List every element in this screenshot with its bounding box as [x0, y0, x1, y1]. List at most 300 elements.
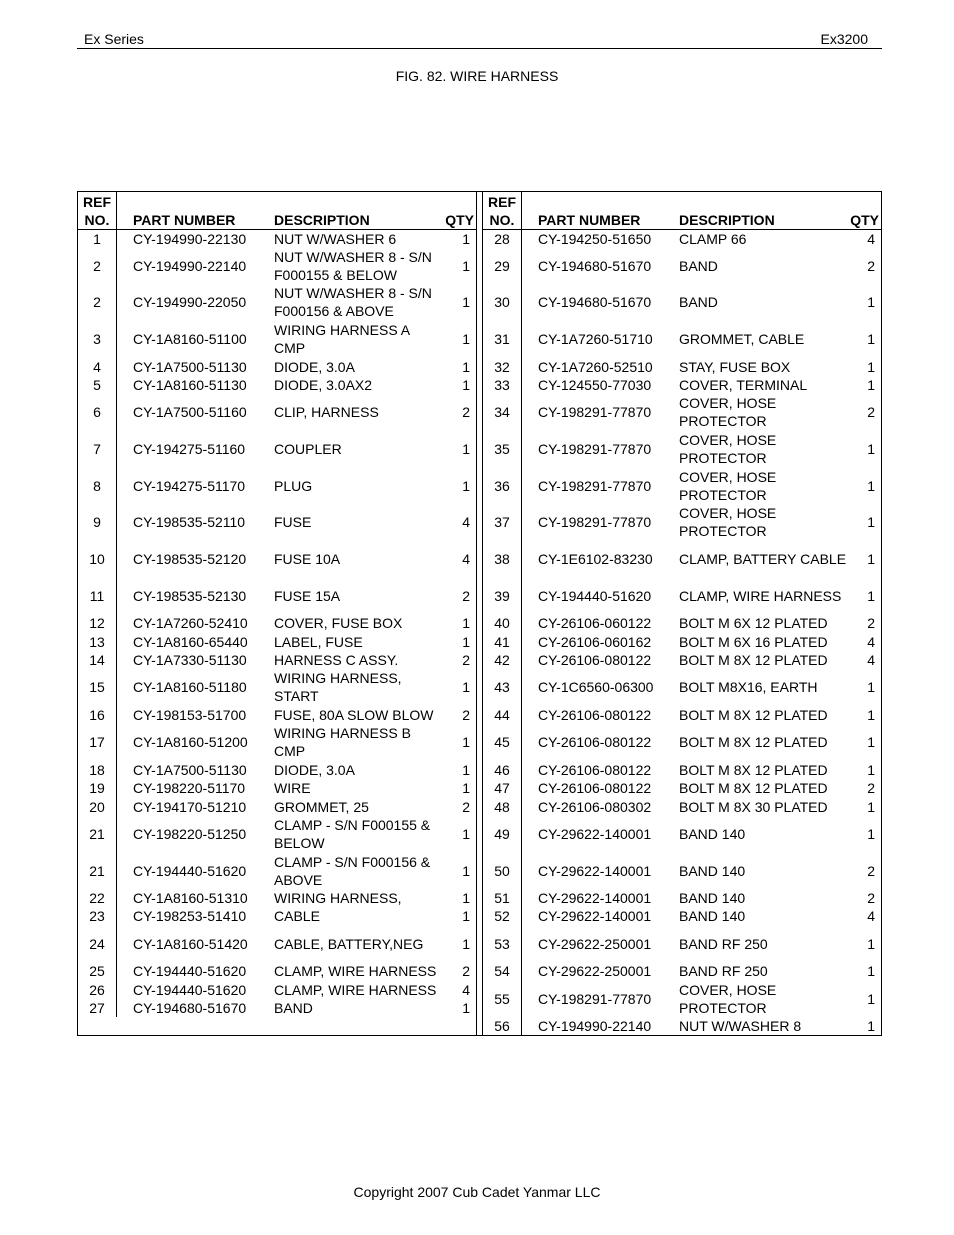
description-cell: WIRING HARNESS B CMP [274, 725, 411, 760]
ref-no-cell: 23 [78, 907, 117, 925]
parts-table [77, 191, 882, 1036]
qty-header: QTY [444, 192, 476, 229]
qty-cell: 2 [867, 862, 875, 879]
qty-cell: 2 [867, 890, 875, 907]
part-number-cell: CY-194440-51620 [133, 963, 247, 980]
qty-cell: 2 [867, 257, 875, 274]
qty-cell: 4 [867, 651, 875, 668]
table-row [78, 669, 476, 706]
part-number-cell: CY-194440-51620 [538, 587, 652, 604]
part-number-cell: CY-198220-51170 [133, 780, 246, 797]
ref-no-cell: 10 [78, 541, 117, 578]
qty-cell: 1 [462, 826, 470, 842]
part-number-cell: CY-1A7260-51710 [538, 331, 653, 348]
qty-cell: 1 [462, 679, 470, 696]
part-number-cell: CY-1A7500-51160 [133, 404, 247, 421]
qty-cell: 1 [867, 734, 875, 751]
ref-no-cell: 49 [483, 816, 522, 853]
qty-cell: 1 [867, 826, 875, 842]
qty-cell: 1 [867, 514, 875, 531]
ref-no-cell: 36 [483, 467, 522, 504]
table-row [483, 321, 881, 358]
part-number-cell: CY-26106-080122 [538, 706, 652, 723]
qty-cell: 2 [462, 798, 470, 815]
qty-cell: 4 [867, 633, 875, 650]
ref-no-cell: 50 [483, 852, 522, 889]
description-cell: FUSE [274, 514, 312, 531]
ref-no-cell: 13 [78, 632, 117, 650]
ref-no-cell: 20 [78, 797, 117, 815]
part-number-cell: CY-198291-77870 [538, 404, 652, 421]
part-number-cell: CY-194990-22050 [133, 294, 247, 311]
description-cell: DIODE, 3.0A [274, 358, 355, 375]
ref-no-cell: 52 [483, 907, 522, 925]
part-number-cell: CY-26106-080122 [538, 761, 652, 778]
qty-cell: 1 [867, 679, 875, 696]
table-row [483, 541, 881, 578]
description-cell: DIODE, 3.0AX2 [274, 376, 373, 393]
parts-table-left [77, 192, 476, 1035]
parts-table-right [483, 192, 882, 1035]
description-cell: WIRING HARNESS, START [274, 670, 402, 705]
ref-no-cell: 37 [483, 504, 522, 541]
ref-no-cell: 24 [78, 926, 117, 963]
qty-cell: 1 [867, 551, 875, 568]
description-cell: COVER, TERMINAL [679, 376, 808, 393]
qty-header: QTY [849, 192, 881, 229]
ref-no-cell: 12 [78, 614, 117, 632]
description-cell: CLAMP - S/N F000156 & ABOVE [274, 853, 431, 888]
table-row [483, 816, 881, 853]
part-number-cell: CY-26106-080302 [538, 798, 652, 815]
ref-no-cell: 53 [483, 926, 522, 963]
part-number-cell: CY-26106-060162 [538, 633, 652, 650]
description-cell: STAY, FUSE BOX [679, 358, 791, 375]
part-number-cell: CY-194170-51210 [133, 798, 247, 815]
part-number-cell: CY-1A7260-52510 [538, 358, 653, 375]
table-row [78, 431, 476, 468]
table-row [483, 926, 881, 963]
ref-no-cell: 15 [78, 669, 117, 706]
ref-no-cell: 51 [483, 889, 522, 907]
qty-cell: 4 [462, 981, 470, 998]
ref-no-cell: 43 [483, 669, 522, 706]
description-cell: COVER, FUSE BOX [274, 615, 403, 632]
part-number-cell: CY-29622-250001 [538, 935, 652, 952]
table-row [78, 504, 476, 541]
table-row [78, 541, 476, 578]
part-number-cell: CY-1A7500-51130 [133, 358, 247, 375]
qty-cell: 1 [867, 761, 875, 778]
part-number-cell: CY-194275-51170 [133, 477, 246, 494]
table-row [78, 724, 476, 761]
ref-no-cell: 16 [78, 706, 117, 724]
ref-no-cell: 55 [483, 981, 522, 1017]
qty-cell: 2 [462, 963, 470, 980]
table-row [483, 248, 881, 285]
part-number-cell: CY-194440-51620 [133, 862, 247, 879]
part-number-cell: CY-198535-52130 [133, 587, 247, 604]
qty-cell: 1 [867, 331, 875, 348]
description-cell: COVER, HOSE PROTECTOR [679, 395, 777, 430]
qty-cell: 1 [462, 358, 470, 375]
qty-cell: 1 [867, 376, 875, 393]
description-cell: NUT W/WASHER 8 - S/N F000155 & BELOW [274, 248, 432, 283]
description-cell: BOLT M 6X 16 PLATED [679, 633, 828, 650]
table-row [78, 632, 476, 650]
table-row [78, 467, 476, 504]
part-number-cell: CY-1C6560-06300 [538, 679, 654, 696]
description-cell: CLIP, HARNESS [274, 404, 379, 421]
qty-cell: 1 [462, 331, 470, 348]
part-number-cell: CY-124550-77030 [538, 376, 652, 393]
part-number-cell: CY-194680-51670 [538, 257, 652, 274]
qty-cell: 1 [462, 633, 470, 650]
description-cell: DIODE, 3.0A [274, 761, 355, 778]
table-row [78, 779, 476, 797]
table-row [78, 357, 476, 375]
qty-cell: 1 [867, 441, 875, 458]
description-cell: BAND RF 250 [679, 935, 768, 952]
description-cell: BAND 140 [679, 890, 746, 907]
part-number-cell: CY-29622-140001 [538, 908, 652, 925]
part-number-cell: CY-198291-77870 [538, 441, 652, 458]
table-row [483, 981, 881, 1017]
qty-cell: 1 [462, 734, 470, 751]
header-rule [77, 48, 882, 49]
qty-cell: 1 [462, 890, 470, 907]
description-cell: HARNESS C ASSY. [274, 651, 399, 668]
copyright-footer: Copyright 2007 Cub Cadet Yanmar LLC [353, 1184, 601, 1200]
qty-cell: 1 [462, 376, 470, 393]
ref-no-cell: 11 [78, 577, 117, 614]
qty-cell: 1 [867, 358, 875, 375]
ref-no-cell: 1 [78, 229, 117, 248]
part-number-cell: CY-194440-51620 [133, 981, 247, 998]
table-row [78, 248, 476, 285]
qty-cell: 4 [462, 551, 470, 568]
ref-no-cell: 8 [78, 467, 117, 504]
description-cell: BAND 140 [679, 862, 746, 879]
description-cell: COVER, HOSE PROTECTOR [679, 468, 777, 503]
ref-no-cell: 35 [483, 431, 522, 468]
table-row [78, 651, 476, 669]
part-number-cell: CY-198291-77870 [538, 990, 652, 1007]
qty-cell: 1 [867, 294, 875, 311]
ref-no-cell: 5 [78, 376, 117, 394]
part-number-cell: CY-1A8160-51310 [133, 890, 248, 907]
description-cell: BAND RF 250 [679, 963, 768, 980]
ref-no-cell: 38 [483, 541, 522, 578]
qty-cell: 4 [867, 230, 875, 247]
table-row [483, 376, 881, 394]
qty-cell: 2 [462, 404, 470, 421]
description-cell: CLAMP 66 [679, 230, 747, 247]
table-row [483, 632, 881, 650]
part-number-cell: CY-1A8160-51200 [133, 734, 248, 751]
description-cell: CLAMP, BATTERY CABLE [679, 551, 847, 568]
ref-no-cell: 48 [483, 797, 522, 815]
part-number-cell: CY-198153-51700 [133, 706, 247, 723]
description-cell: PLUG [274, 477, 313, 494]
description-cell: BOLT M8X16, EARTH [679, 679, 818, 696]
part-number-cell: CY-1A8160-51420 [133, 935, 248, 952]
qty-cell: 1 [462, 294, 470, 311]
description-cell: NUT W/WASHER 8 - S/N F000156 & ABOVE [274, 285, 432, 320]
qty-cell: 1 [462, 761, 470, 778]
ref-no-cell: 21 [78, 816, 117, 853]
ref-no-cell: 28 [483, 229, 522, 248]
ref-no-cell: 44 [483, 706, 522, 724]
part-number-cell: CY-194990-22140 [538, 1017, 652, 1034]
part-number-cell: CY-1A8160-65440 [133, 633, 248, 650]
ref-no-cell: 54 [483, 962, 522, 980]
table-row [78, 797, 476, 815]
description-cell: CLAMP - S/N F000155 & BELOW [274, 817, 431, 851]
qty-cell: 2 [867, 780, 875, 797]
part-number-cell: CY-1A7500-51130 [133, 761, 247, 778]
description-cell: FUSE 10A [274, 551, 341, 568]
description-cell: CLAMP, WIRE HARNESS [274, 981, 437, 998]
table-row [78, 816, 476, 853]
part-number-cell: CY-198291-77870 [538, 477, 652, 494]
qty-cell: 2 [462, 651, 470, 668]
table-header-row [78, 192, 476, 229]
qty-cell: 1 [462, 862, 470, 879]
table-row [78, 706, 476, 724]
ref-no-cell: 45 [483, 724, 522, 761]
qty-cell: 1 [867, 706, 875, 723]
table-row [483, 889, 881, 907]
ref-no-cell: 7 [78, 431, 117, 468]
description-cell: COUPLER [274, 441, 342, 458]
part-number-header: PART NUMBER [117, 192, 275, 229]
ref-no-cell: 41 [483, 632, 522, 650]
table-row [483, 394, 881, 431]
qty-cell: 1 [462, 935, 470, 952]
qty-cell: 1 [867, 798, 875, 815]
header-model: Ex3200 [820, 31, 868, 47]
description-cell: CABLE [274, 908, 320, 925]
ref-no-header: REF NO. [78, 192, 117, 229]
qty-cell: 1 [867, 477, 875, 494]
table-row [483, 614, 881, 632]
description-cell: CLAMP, WIRE HARNESS [679, 587, 842, 604]
description-cell: BOLT M 8X 30 PLATED [679, 798, 828, 815]
table-row [483, 577, 881, 614]
ref-no-cell: 19 [78, 779, 117, 797]
part-number-cell: CY-198535-52120 [133, 551, 247, 568]
table-row [78, 907, 476, 925]
table-row [483, 724, 881, 761]
description-cell: BAND [679, 257, 718, 274]
ref-no-cell: 33 [483, 376, 522, 394]
table-row [78, 852, 476, 889]
table-row [483, 797, 881, 815]
part-number-cell: CY-194990-22130 [133, 230, 247, 247]
description-cell: CABLE, BATTERY,NEG [274, 935, 424, 952]
ref-no-cell: 3 [78, 321, 117, 358]
table-row [483, 962, 881, 980]
table-row [78, 376, 476, 394]
ref-no-cell: 56 [483, 1017, 522, 1035]
qty-cell: 2 [462, 587, 470, 604]
part-number-cell: CY-29622-140001 [538, 890, 652, 907]
ref-no-cell: 14 [78, 651, 117, 669]
description-cell: BOLT M 6X 12 PLATED [679, 615, 828, 632]
part-number-cell: CY-198535-52110 [133, 514, 246, 531]
description-cell: WIRING HARNESS A CMP [274, 322, 410, 357]
qty-cell: 1 [867, 1017, 875, 1034]
table-row [483, 706, 881, 724]
description-cell: CLAMP, WIRE HARNESS [274, 963, 437, 980]
part-number-cell: CY-198220-51250 [133, 826, 247, 842]
part-number-cell: CY-194680-51670 [133, 1000, 247, 1017]
table-row [483, 229, 881, 248]
table-row [78, 926, 476, 963]
ref-no-header: REF NO. [483, 192, 522, 229]
qty-cell: 4 [867, 908, 875, 925]
qty-cell: 1 [462, 908, 470, 925]
qty-cell: 1 [867, 935, 875, 952]
ref-no-cell: 46 [483, 761, 522, 779]
description-cell: BAND 140 [679, 826, 746, 842]
ref-no-cell: 47 [483, 779, 522, 797]
ref-no-cell: 21 [78, 852, 117, 889]
description-cell: GROMMET, 25 [274, 798, 369, 815]
table-row [483, 431, 881, 468]
table-row [483, 907, 881, 925]
table-row [78, 284, 476, 321]
description-cell: BAND [274, 1000, 313, 1017]
qty-cell: 1 [462, 477, 470, 494]
ref-no-cell: 6 [78, 394, 117, 431]
ref-no-cell: 31 [483, 321, 522, 358]
ref-no-cell: 27 [78, 999, 117, 1017]
qty-cell: 1 [462, 615, 470, 632]
description-cell: WIRE [274, 780, 311, 797]
part-number-cell: CY-194990-22140 [133, 257, 247, 274]
ref-no-cell: 9 [78, 504, 117, 541]
part-number-cell: CY-194680-51670 [538, 294, 652, 311]
column-separator [476, 192, 483, 1035]
ref-no-cell: 40 [483, 614, 522, 632]
qty-cell: 1 [462, 1000, 470, 1017]
table-row [78, 761, 476, 779]
qty-cell: 1 [867, 963, 875, 980]
figure-title: FIG. 82. WIRE HARNESS [395, 68, 559, 84]
part-number-cell: CY-29622-140001 [538, 826, 652, 842]
table-row [78, 577, 476, 614]
table-row [78, 229, 476, 248]
table-row [483, 651, 881, 669]
ref-no-cell: 22 [78, 889, 117, 907]
table-row [483, 852, 881, 889]
ref-no-cell: 32 [483, 357, 522, 375]
part-number-cell: CY-1E6102-83230 [538, 551, 653, 568]
ref-no-cell: 29 [483, 248, 522, 285]
table-row [78, 962, 476, 980]
table-row [483, 779, 881, 797]
ref-no-cell: 30 [483, 284, 522, 321]
table-row [483, 504, 881, 541]
description-header: DESCRIPTION [274, 192, 444, 229]
ref-no-cell: 2 [78, 284, 117, 321]
table-row [483, 357, 881, 375]
qty-cell: 1 [462, 780, 470, 797]
table-row [78, 889, 476, 907]
description-cell: NUT W/WASHER 6 [274, 230, 397, 247]
table-row [78, 981, 476, 999]
part-number-cell: CY-26106-080122 [538, 651, 652, 668]
part-number-cell: CY-1A8160-51130 [133, 376, 247, 393]
ref-no-cell: 39 [483, 577, 522, 614]
table-row [483, 761, 881, 779]
description-cell: COVER, HOSE PROTECTOR [679, 432, 777, 467]
description-cell: FUSE, 80A SLOW BLOW [274, 706, 434, 723]
part-number-cell: CY-194275-51160 [133, 441, 246, 458]
ref-no-cell: 17 [78, 724, 117, 761]
qty-cell: 1 [462, 441, 470, 458]
qty-cell: 2 [867, 615, 875, 632]
description-header: DESCRIPTION [679, 192, 849, 229]
ref-no-cell: 2 [78, 248, 117, 285]
table-row [78, 614, 476, 632]
qty-cell: 1 [462, 257, 470, 274]
part-number-cell: CY-1A8160-51100 [133, 331, 247, 348]
part-number-header: PART NUMBER [522, 192, 680, 229]
description-cell: GROMMET, CABLE [679, 331, 805, 348]
part-number-cell: CY-198253-51410 [133, 908, 247, 925]
ref-no-cell: 18 [78, 761, 117, 779]
part-number-cell: CY-198291-77870 [538, 514, 652, 531]
table-row [483, 467, 881, 504]
header-series: Ex Series [84, 31, 144, 47]
description-cell: COVER, HOSE PROTECTOR [679, 505, 777, 540]
description-cell: BOLT M 8X 12 PLATED [679, 651, 828, 668]
qty-cell: 4 [462, 514, 470, 531]
description-cell: FUSE 15A [274, 587, 341, 604]
qty-cell: 1 [867, 587, 875, 604]
description-cell: NUT W/WASHER 8 [679, 1017, 802, 1034]
table-row [78, 321, 476, 358]
qty-cell: 2 [462, 706, 470, 723]
description-cell: LABEL, FUSE [274, 633, 363, 650]
part-number-cell: CY-1A7260-52410 [133, 615, 248, 632]
ref-no-cell: 25 [78, 962, 117, 980]
part-number-cell: CY-29622-250001 [538, 963, 652, 980]
qty-cell: 1 [462, 230, 470, 247]
part-number-cell: CY-26106-060122 [538, 615, 652, 632]
description-cell: COVER, HOSE PROTECTOR [679, 981, 777, 1016]
ref-no-cell: 4 [78, 357, 117, 375]
ref-no-cell: 42 [483, 651, 522, 669]
table-row [483, 284, 881, 321]
part-number-cell: CY-29622-140001 [538, 862, 652, 879]
description-cell: BOLT M 8X 12 PLATED [679, 780, 828, 797]
part-number-cell: CY-1A8160-51180 [133, 679, 247, 696]
table-row [483, 1017, 881, 1035]
table-row [483, 669, 881, 706]
description-cell: WIRING HARNESS, [274, 890, 402, 907]
description-cell: BOLT M 8X 12 PLATED [679, 761, 828, 778]
ref-no-cell: 26 [78, 981, 117, 999]
table-row [78, 999, 476, 1017]
qty-cell: 1 [867, 990, 875, 1007]
part-number-cell: CY-194250-51650 [538, 230, 652, 247]
description-cell: BAND 140 [679, 908, 746, 925]
table-header-row [483, 192, 881, 229]
